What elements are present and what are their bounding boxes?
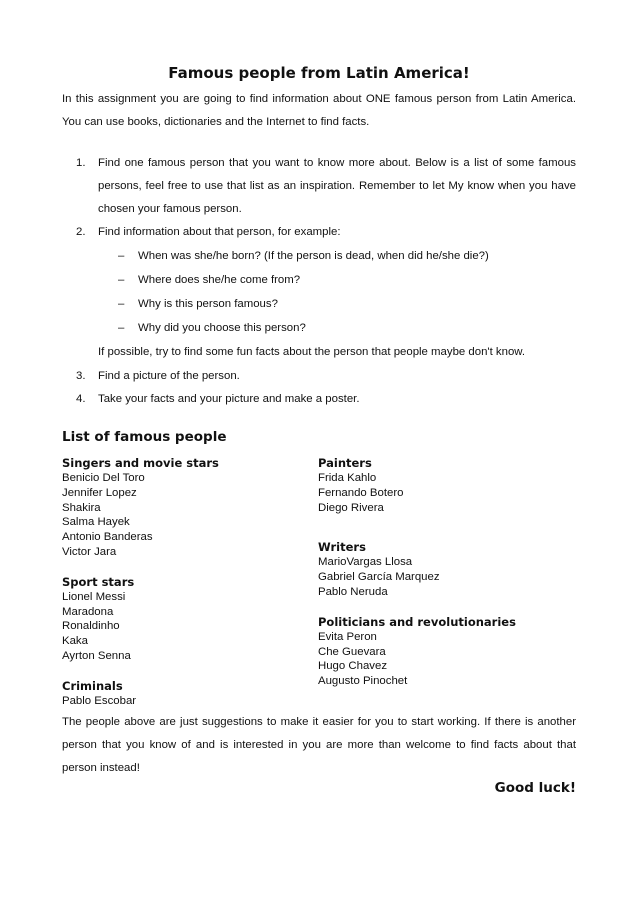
- question-item: [118, 268, 576, 292]
- category-sport: [62, 575, 302, 664]
- list-item: [62, 221, 576, 244]
- list-item: [62, 365, 576, 388]
- person-name: Jennifer Lopez: [62, 486, 137, 499]
- closing-text: Good luck!: [494, 780, 576, 796]
- item-text: Find a picture of the person.: [98, 370, 240, 382]
- item-number: 1.: [76, 157, 86, 169]
- category-title: Singers and movie stars: [62, 456, 219, 470]
- category-title: Painters: [318, 456, 372, 470]
- page-title: Famous people from Latin America!: [168, 64, 470, 82]
- item-text: If possible, try to find some fun facts about the person that people maybe don't know.: [98, 346, 526, 358]
- question-text: Why is this person famous?: [138, 298, 278, 310]
- question-item: [118, 244, 576, 268]
- question-item: [118, 292, 576, 316]
- person-name: Che Guevara: [318, 645, 386, 658]
- person-name: Maradona: [62, 605, 114, 618]
- person-name: Evita Peron: [318, 630, 377, 643]
- fun-facts-note: [62, 340, 576, 365]
- category-criminals: [62, 679, 302, 709]
- dash-bullet: –: [118, 250, 125, 262]
- item-number: 2.: [76, 226, 86, 238]
- person-name: Frida Kahlo: [318, 472, 377, 484]
- person-name: Ayrton Senna: [62, 649, 131, 662]
- person-name: Gabriel García Marquez: [318, 571, 440, 584]
- person-name: Augusto Pinochet: [318, 675, 408, 688]
- item-number: 3.: [76, 370, 86, 382]
- dash-bullet: –: [118, 274, 125, 286]
- person-name: Pablo Escobar: [62, 694, 137, 707]
- category-title: Sport stars: [62, 574, 135, 589]
- item-text: Find one famous person that you want to know more about. Below is a list of some famous persons, feel free to use that list as an inspiration. Remember to let My know when you have chosen your famous person.: [98, 157, 576, 215]
- category-title: Writers: [318, 540, 366, 555]
- person-name: MarioVargas Llosa: [318, 556, 413, 569]
- person-name: Lionel Messi: [62, 590, 126, 603]
- person-name: Benicio Del Toro: [62, 472, 145, 484]
- question-text: Where does she/he come from?: [138, 274, 301, 286]
- intro-paragraph: In this assignment you are going to find information about ONE famous person from Latin America. You can use books, dictionaries and the Internet to find facts.: [62, 93, 576, 128]
- right-column: [318, 456, 588, 689]
- dash-bullet: –: [118, 298, 125, 310]
- person-name: Shakira: [62, 501, 101, 514]
- person-name: Victor Jara: [62, 545, 117, 558]
- list-item: [62, 152, 576, 221]
- dash-bullet: –: [118, 322, 125, 334]
- person-name: Fernando Botero: [318, 486, 404, 499]
- category-painters: [318, 456, 588, 515]
- person-name: Salma Hayek: [62, 516, 130, 529]
- item-text: Find information about that person, for example:: [98, 226, 341, 238]
- item-text: Take your facts and your picture and make a poster.: [98, 393, 360, 405]
- person-name: Pablo Neruda: [318, 585, 388, 598]
- question-text: Why did you choose this person?: [138, 322, 306, 334]
- category-politicians: [318, 615, 588, 689]
- category-title: Politicians and revolutionaries: [318, 614, 516, 629]
- list-heading: List of famous people: [62, 429, 227, 445]
- list-item: [62, 388, 576, 411]
- person-name: Diego Rivera: [318, 501, 384, 514]
- instruction-list: [62, 152, 576, 411]
- person-name: Antonio Banderas: [62, 531, 153, 544]
- category-title: Criminals: [62, 678, 123, 693]
- left-column: [62, 456, 302, 709]
- item-number: 4.: [76, 393, 86, 405]
- person-name: Ronaldinho: [62, 620, 120, 633]
- question-item: [118, 316, 576, 340]
- category-singers: [62, 456, 302, 560]
- person-name: Kaka: [62, 635, 88, 648]
- question-text: When was she/he born? (If the person is dead, when did he/she die?): [138, 250, 489, 262]
- category-writers: [318, 540, 588, 599]
- person-name: Hugo Chavez: [318, 660, 388, 673]
- outro-paragraph: The people above are just suggestions to make it easier for you to start working. If there is another person that you know of and is interested in you are more than welcome to find facts about that person instead!: [62, 716, 576, 774]
- question-list: [62, 244, 576, 340]
